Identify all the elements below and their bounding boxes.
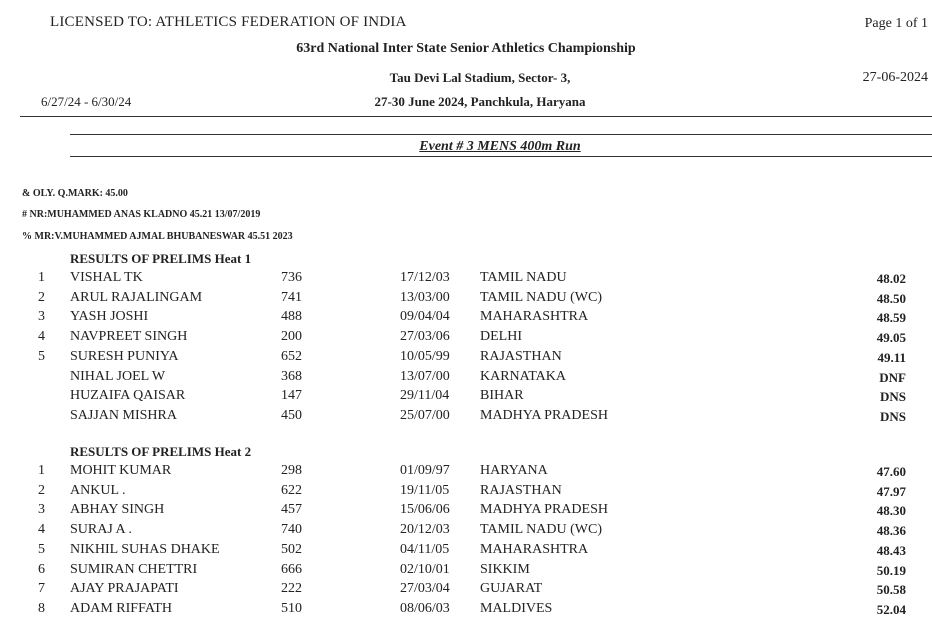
bib-number: 298 [281, 463, 302, 478]
date-of-birth: 17/12/03 [400, 270, 450, 285]
heat-title: RESULTS OF PRELIMS Heat 2 [70, 444, 252, 459]
bib-number: 502 [281, 541, 302, 557]
event-rule-top [70, 134, 932, 135]
event-title: Event # 3 MENS 400m Run [419, 139, 581, 154]
team-name: RAJASTHAN [480, 348, 562, 364]
athlete-name: SAJJAN MISHRA [70, 407, 177, 423]
venue-text: Tau Devi Lal Stadium, Sector- 3, [389, 70, 571, 85]
team-name: BIHAR [480, 388, 524, 404]
result-time: DNS [879, 408, 906, 424]
date-of-birth: 09/04/04 [400, 309, 450, 325]
date-of-birth: 15/06/06 [400, 502, 450, 518]
date-of-birth: 25/07/00 [400, 407, 450, 423]
team-name: MADHYA PRADESH [480, 407, 608, 423]
date-of-birth: 29/11/04 [400, 388, 450, 404]
athlete-name: NIKHIL SUHAS DHAKE [70, 541, 220, 557]
athlete-name: VISHAL TK [70, 270, 143, 285]
place: 2 [38, 482, 45, 498]
header-divider [20, 116, 932, 117]
bib-number: 652 [281, 348, 302, 364]
place: 6 [38, 561, 45, 577]
event-dates-place: 27-30 June 2024, Panchkula, Haryana [374, 94, 586, 109]
national-record: # NR:MUHAMMED ANAS KLADNO 45.21 13/07/2019 [22, 209, 261, 220]
olympic-qualifying-mark: & OLY. Q.MARK: 45.00 [22, 188, 128, 199]
date-of-birth: 20/12/03 [400, 522, 450, 538]
team-name: MAHARASHTRA [480, 309, 589, 325]
date-of-birth: 27/03/06 [400, 329, 450, 345]
bib-number: 222 [281, 581, 302, 597]
result-row [0, 408, 932, 428]
bib-number: 488 [281, 309, 302, 325]
bib-number: 450 [281, 407, 302, 423]
result-row [0, 562, 932, 582]
place: 5 [38, 348, 45, 364]
team-name: SIKKIM [480, 561, 530, 577]
athlete-name: AJAY PRAJAPATI [70, 581, 179, 597]
bib-number: 147 [281, 388, 302, 404]
bib-number: 740 [281, 522, 302, 538]
team-name: GUJARAT [480, 581, 543, 597]
bib-number: 622 [281, 482, 302, 498]
team-name: DELHI [480, 329, 522, 345]
bib-number: 510 [281, 600, 302, 616]
athlete-name: ANKUL . [70, 482, 126, 498]
athlete-name: ARUL RAJALINGAM [70, 289, 203, 305]
team-name: TAMIL NADU [480, 270, 567, 285]
place: 3 [38, 502, 45, 518]
athlete-name: ABHAY SINGH [70, 502, 165, 518]
athlete-name: NAVPREET SINGH [70, 329, 188, 345]
date-of-birth: 13/03/00 [400, 289, 450, 305]
team-name: MALDIVES [480, 600, 553, 616]
date-of-birth: 04/11/05 [400, 541, 450, 557]
result-row [0, 502, 932, 522]
athlete-name: YASH JOSHI [70, 309, 149, 325]
result-time: DNF [879, 369, 906, 385]
result-time: DNS [879, 389, 906, 405]
result-time: 49.05 [876, 330, 906, 346]
team-name: MADHYA PRADESH [480, 502, 608, 518]
place: 1 [38, 463, 45, 478]
result-row [0, 369, 932, 389]
place: 4 [38, 329, 45, 345]
championship-title: 63rd National Inter State Senior Athletics Championship [296, 41, 636, 56]
place: 2 [38, 289, 45, 305]
team-name: HARYANA [480, 463, 548, 478]
place: 1 [38, 270, 45, 285]
result-row [0, 388, 932, 408]
result-row [0, 309, 932, 329]
place: 3 [38, 309, 45, 325]
date-of-birth: 27/03/04 [400, 581, 450, 597]
result-row [0, 522, 932, 542]
athlete-name: SURESH PUNIYA [70, 348, 179, 364]
athlete-name: HUZAIFA QAISAR [70, 388, 186, 404]
date-of-birth: 10/05/99 [400, 348, 450, 364]
athlete-name: NIHAL JOEL W [70, 368, 166, 384]
result-time: 48.02 [876, 271, 906, 286]
team-name: TAMIL NADU (WC) [480, 289, 603, 305]
result-time: 48.59 [876, 310, 906, 326]
result-time: 50.58 [876, 582, 906, 598]
result-row [0, 290, 932, 310]
team-name: TAMIL NADU (WC) [480, 522, 603, 538]
print-date: 27-06-2024 [862, 70, 928, 85]
place: 4 [38, 522, 45, 538]
result-time: 50.19 [876, 562, 906, 578]
date-of-birth: 19/11/05 [400, 482, 450, 498]
license-text: LICENSED TO: ATHLETICS FEDERATION OF INDIA [50, 14, 407, 30]
date-of-birth: 02/10/01 [400, 561, 450, 577]
athlete-name: SUMIRAN CHETTRI [70, 561, 198, 577]
result-time: 48.50 [876, 290, 906, 306]
bib-number: 741 [281, 289, 302, 305]
result-time: 48.36 [876, 523, 906, 539]
bib-number: 368 [281, 368, 302, 384]
date-of-birth: 13/07/00 [400, 368, 450, 384]
heat-title: RESULTS OF PRELIMS Heat 1 [70, 251, 252, 266]
result-time: 48.43 [876, 542, 906, 558]
team-name: KARNATAKA [480, 368, 566, 384]
bib-number: 666 [281, 561, 302, 577]
bib-number: 457 [281, 502, 302, 518]
result-row [0, 483, 932, 503]
result-time: 52.04 [876, 601, 906, 617]
place: 7 [38, 581, 45, 597]
place: 5 [38, 541, 45, 557]
result-row [0, 581, 932, 601]
result-row [0, 329, 932, 349]
athlete-name: ADAM RIFFATH [70, 600, 173, 616]
meet-record: % MR:V.MUHAMMED AJMAL BHUBANESWAR 45.51 2023 [22, 231, 293, 242]
team-name: RAJASTHAN [480, 482, 562, 498]
event-rule-bottom [70, 156, 932, 157]
date-range: 6/27/24 - 6/30/24 [41, 94, 132, 109]
athlete-name: MOHIT KUMAR [70, 463, 172, 478]
athlete-name: SURAJ A . [70, 522, 132, 538]
result-time: 48.30 [876, 503, 906, 519]
result-row [0, 270, 932, 290]
bib-number: 200 [281, 329, 302, 345]
bib-number: 736 [281, 270, 302, 285]
result-row [0, 463, 932, 483]
date-of-birth: 01/09/97 [400, 463, 450, 478]
result-time: 47.97 [876, 483, 906, 499]
team-name: MAHARASHTRA [480, 541, 589, 557]
page-number: Page 1 of 1 [864, 16, 928, 31]
result-row [0, 349, 932, 369]
result-time: 49.11 [877, 349, 906, 365]
result-row [0, 601, 932, 621]
result-row [0, 542, 932, 562]
date-of-birth: 08/06/03 [400, 600, 450, 616]
result-time: 47.60 [876, 464, 906, 479]
place: 8 [38, 600, 45, 616]
